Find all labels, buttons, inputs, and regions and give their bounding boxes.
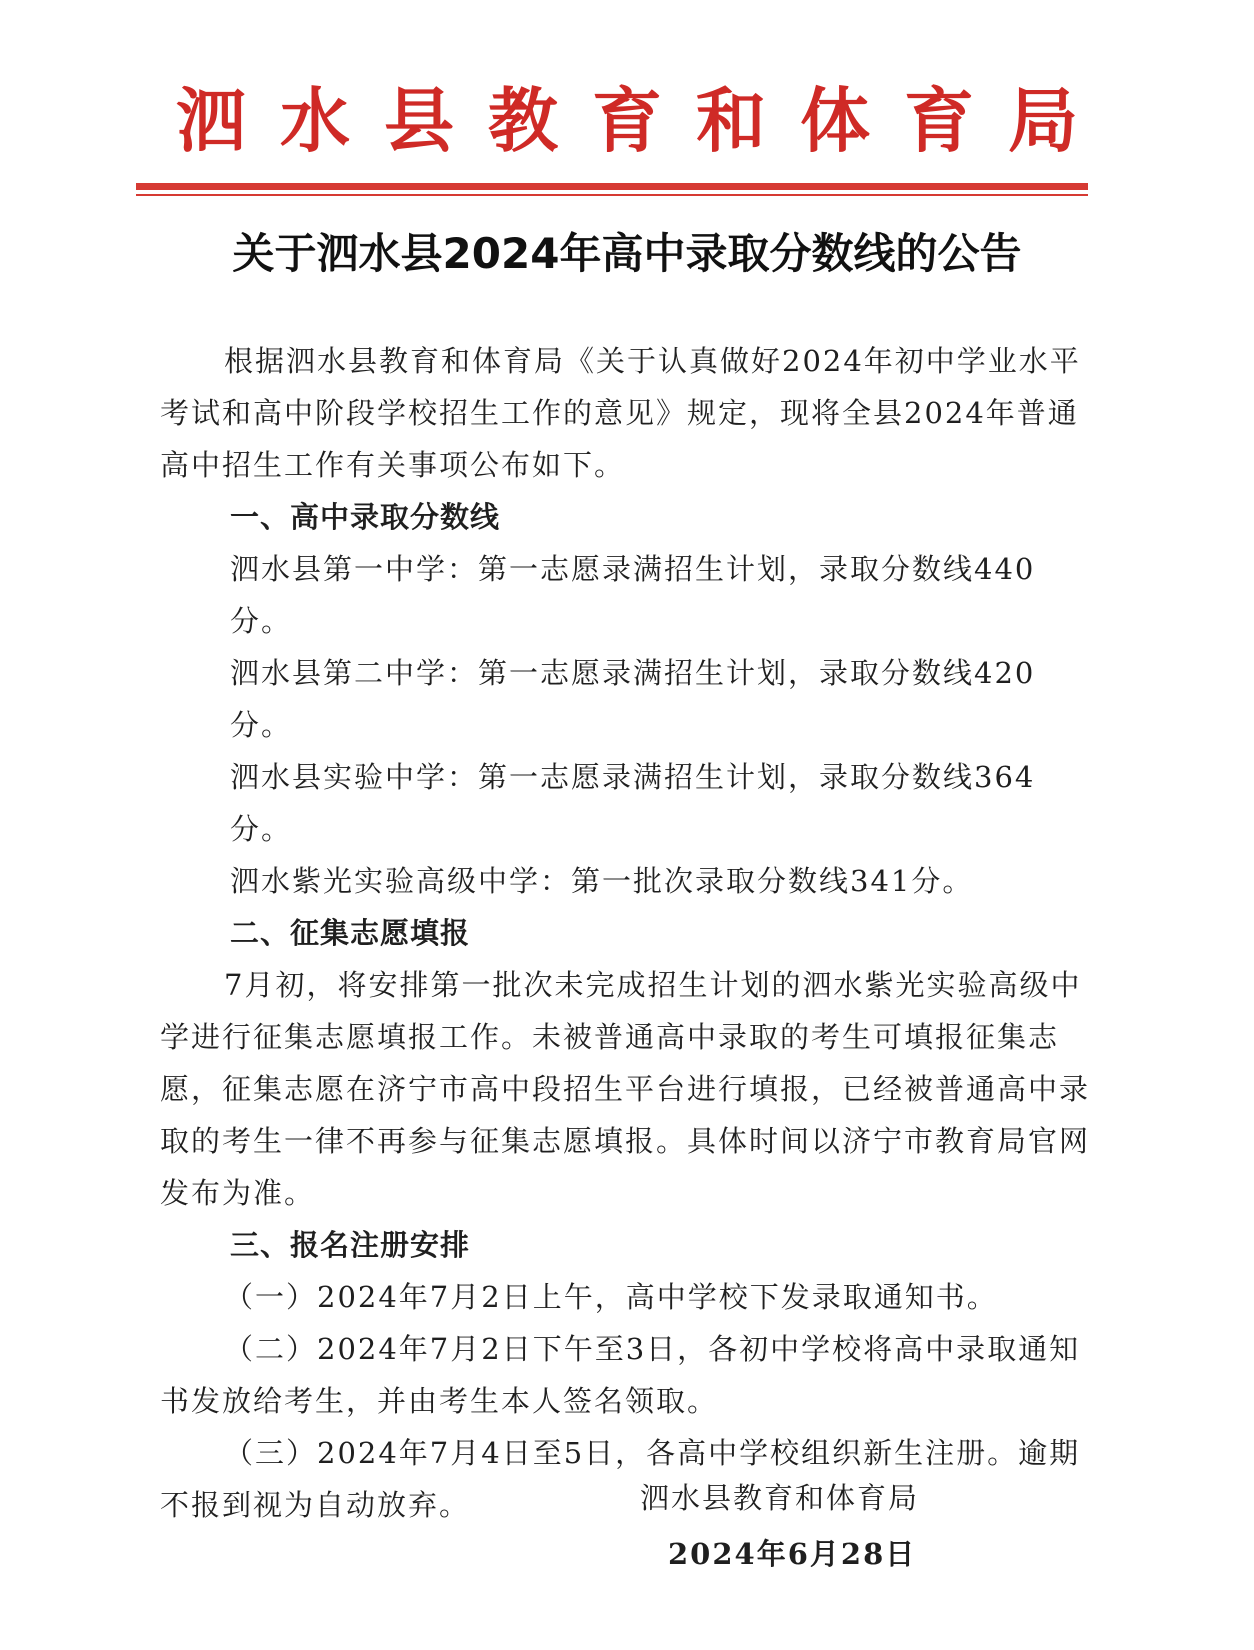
notice-body <box>160 335 1095 1531</box>
red-divider-thin <box>136 194 1088 196</box>
section-heading: 二、征集志愿填报 <box>230 916 471 950</box>
score-line: 泗水紫光实验高级中学：第一批次录取分数线341分。 <box>230 864 974 898</box>
issuer-masthead: 泗水县教育和体育局 <box>176 80 1112 162</box>
supplementary-application-paragraph: 7月初，将安排第一批次未完成招生计划的泗水紫光实验高级中学进行征集志愿填报工作。未被普通高中录取的考生可填报征集志愿，征集志愿在济宁市高中段招生平台进行填报，已经被普通高中录取的考生一律不再参与征集志愿填报。具体时间以济宁市教育局官网发布为准。 <box>160 968 1091 1210</box>
notice-title: 关于泗水县2024年高中录取分数线的公告 <box>232 229 1022 278</box>
score-line: 泗水县第二中学：第一志愿录满招生计划，录取分数线420分。 <box>230 656 1036 742</box>
section-heading: 一、高中录取分数线 <box>230 500 501 534</box>
signature-date: 2024年6月28日 <box>668 1537 917 1571</box>
signature-block <box>600 1470 960 1582</box>
red-divider-thick <box>136 183 1088 190</box>
signature-org: 泗水县教育和体育局 <box>640 1481 920 1515</box>
intro-paragraph: 根据泗水县教育和体育局《关于认真做好2024年初中学业水平考试和高中阶段学校招生工作的意见》规定，现将全县2024年普通高中招生工作有关事项公布如下。 <box>160 344 1081 482</box>
section-heading: 三、报名注册安排 <box>230 1228 471 1262</box>
schedule-item: （三）2024年7月4日至5日，各高中学校组织新生注册。逾期不报到视为自动放弃。 <box>160 1436 1081 1522</box>
schedule-item: （一）2024年7月2日上午，高中学校下发录取通知书。 <box>224 1280 998 1314</box>
schedule-item: （二）2024年7月2日下午至3日，各初中学校将高中录取通知书发放给考生，并由考生本人签名领取。 <box>160 1332 1081 1418</box>
score-line: 泗水县第一中学：第一志愿录满招生计划，录取分数线440分。 <box>230 552 1036 638</box>
score-line: 泗水县实验中学：第一志愿录满招生计划，录取分数线364分。 <box>230 760 1036 846</box>
